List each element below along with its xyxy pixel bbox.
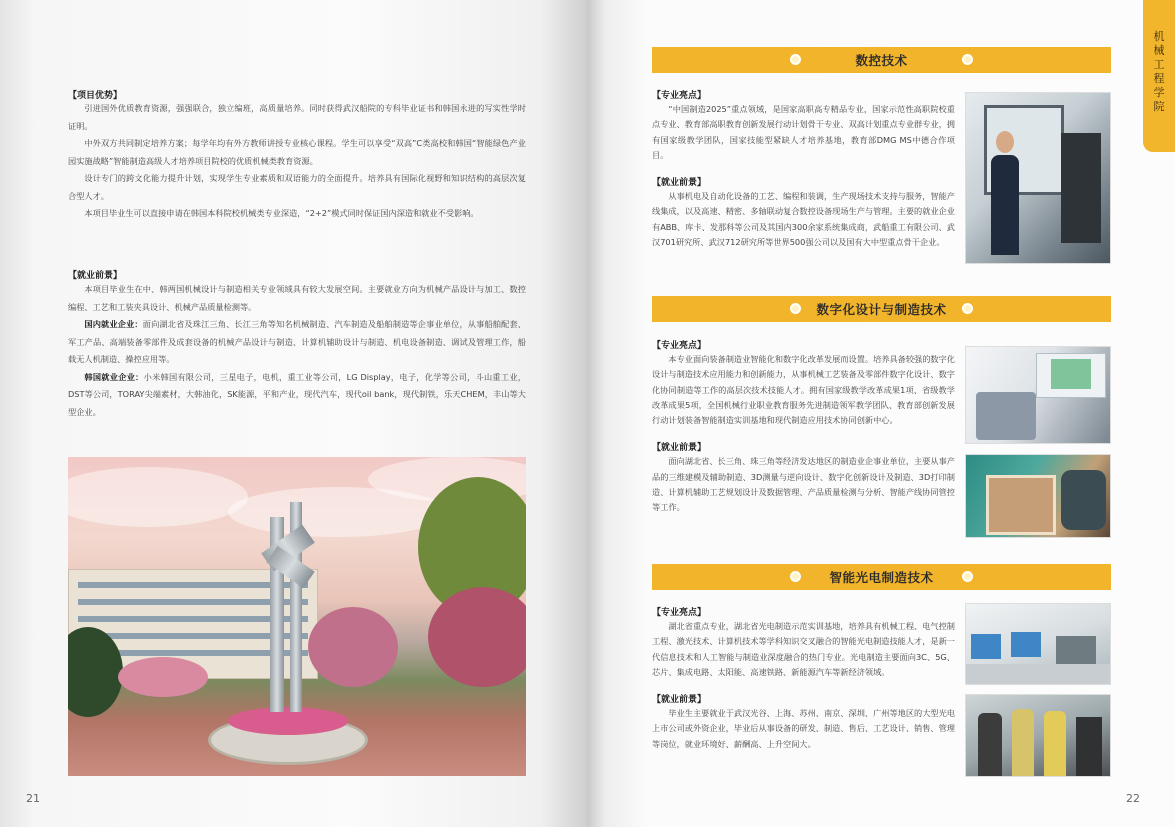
digital-highlight-paragraph: 本专业面向装备制造业智能化和数字化改革发展而设置。培养具备较强的数字化设计与制造技术应用能力和创新能力，从事机械工艺装备及零部件数字化设计、数字化协同制造等工作的高层次技术技能人才。拥有国家级教学改革成果1项、省级教学改革成果5项，全国机械行业职业教育服务先进制造领军教学团队、教育部创新发展行动计划装备智能制造实训基地和现代制造应用技术协同创新中心。: [652, 354, 955, 426]
domestic-employment: [68, 316, 526, 369]
tab-char-5: 学: [1153, 86, 1165, 99]
cnc-highlight-text: [652, 102, 955, 163]
page-number-right: 22: [1126, 792, 1140, 805]
digital-highlight-heading: 【专业亮点】: [652, 341, 707, 351]
section-digital-text: [652, 338, 955, 516]
opto-employment-paragraph: 毕业生主要就业于武汉光谷、上海、苏州、南京、深圳、广州等地区的大型光电上市公司或外资企业，毕业后从事设备的研发、制造、售后、工艺设计、销售、管理等岗位，就业环境好、薪酬高、上升空间大。: [652, 708, 955, 749]
section-banner-optoelectronic: [652, 564, 1111, 590]
domestic-label: 国内就业企业：: [84, 319, 143, 329]
campus-photo: [68, 457, 526, 776]
optoelectronic-lab-photo: [965, 603, 1111, 685]
3d-printing-photo: [965, 454, 1111, 538]
domestic-text: 面向湖北省及珠江三角、长江三角等知名机械制造、汽车制造及船舶制造等企事业单位，从事船舶配套、军工产品、高端装备零部件及成套设备的机械产品设计与制造、计算机辅助设计与制造、机电设备制造、调试及管理工作，船载无人机制造、操控应用等。: [68, 319, 526, 364]
students-workshop-photo: [965, 694, 1111, 777]
right-page: [587, 0, 1175, 827]
section-cnc-text: [652, 88, 955, 250]
diamond-icon: [962, 303, 973, 314]
project-advantage-text: [68, 100, 526, 223]
advantage-paragraph-1: 引进国外优质教育资源，强强联合，独立编班，高质量培养。同时获得武汉船院的专科毕业证书和韩国永进的写实性学时证明。: [68, 103, 526, 131]
opto-employment-text: [652, 706, 955, 752]
digital-design-photo: [965, 346, 1111, 444]
section-title-cnc: 数控技术: [855, 53, 908, 68]
cnc-employment-paragraph: 从事机电及自动化设备的工艺、编程和装调，生产现场技术支持与服务，智能产线集成，以及高速、精密、多轴联动复合数控设备现场生产与管理。主要的就业企业有ABB、库卡、发那科等公司及其国内300余家系统集成商，武船重工有限公司、武汉701研究所、武汉712研究所等世界500强公司以及国有大中型重点骨干企业。: [652, 191, 955, 248]
employment-text: [68, 281, 526, 421]
digital-highlight-text: [652, 352, 955, 428]
section-title-digital: 数字化设计与制造技术: [816, 302, 947, 317]
diamond-icon: [962, 54, 973, 65]
digital-employment-text: [652, 454, 955, 515]
cnc-machine-photo: [965, 92, 1111, 264]
college-tab: [1143, 0, 1175, 152]
left-page: [0, 0, 587, 827]
cnc-employment-heading: 【就业前景】: [652, 178, 707, 189]
korea-employment: [68, 369, 526, 422]
section-banner-cnc: [652, 47, 1111, 73]
advantage-paragraph-2: 中外双方共同制定培养方案；每学年均有外方教师讲授专业核心课程。学生可以享受“双高”C类高校和韩国“智能绿色产业园实施战略”智能制造高级人才培养项目院校的优质机械类教育资源。: [68, 138, 526, 166]
cnc-highlight-paragraph: “中国制造2025”重点领域，是国家高职高专精品专业，国家示范性高职院校重点专业、教育部高职教育创新发展行动计划骨干专业、双高计划重点专业群专业，拥有国家级教学团队，国家技能型紧缺人才培养基地，教育部DMG MS中德合作项目。: [652, 104, 955, 160]
opto-highlight-text: [652, 619, 955, 680]
page-number-left: 21: [26, 792, 40, 805]
college-tab-label: [1143, 30, 1175, 114]
cnc-employment-text: [652, 189, 955, 250]
korea-label: 韩国就业企业：: [84, 371, 144, 382]
diamond-icon: [962, 571, 973, 582]
digital-employment-heading: 【就业前景】: [652, 443, 707, 454]
tab-char-1: 机: [1153, 30, 1165, 43]
tab-char-2: 械: [1153, 44, 1165, 57]
cnc-highlight-heading: 【专业亮点】: [652, 91, 707, 101]
tab-char-4: 程: [1153, 72, 1165, 85]
advantage-paragraph-3: 设计专门的跨文化能力提升计划，实现学生专业素质和双语能力的全面提升。培养具有国际化视野和知识结构的高层次复合型人才。: [68, 173, 526, 201]
project-advantage-heading: 【项目优势】: [68, 91, 123, 101]
employment-intro: 本项目毕业生在中、韩两国机械设计与制造相关专业领域具有较大发展空间。主要就业方向为机械产品设计与加工、数控编程、工艺和工装夹具设计、机械产品质量检测等。: [68, 284, 526, 312]
section-title-optoelectronic: 智能光电制造技术: [829, 570, 934, 585]
employment-heading: 【就业前景】: [68, 271, 123, 281]
opto-employment-heading: 【就业前景】: [652, 695, 707, 706]
tab-char-3: 工: [1153, 58, 1165, 71]
korea-text: 小米韩国有限公司，三星电子，电机，重工业等公司，LG Display，电子，化学等公司，斗山重工业，DST等公司，TORAY尖端素材，大韩油化，SK能源，平和产业，现代汽车，现代oil bank，现代制铁，乐天CHEM，丰山等大型企业。: [68, 371, 526, 417]
section-banner-digital: [652, 296, 1111, 322]
opto-highlight-paragraph: 湖北省重点专业，湖北省光电制造示范实训基地，培养具有机械工程、电气控制工程、激光技术、计算机技术等学科知识交叉融合的智能光电制造技能人才，是新一代信息技术和人工智能与制造业深度融合的热门专业。光电制造主要面向3C、5G、芯片、集成电路、太阳能、高速铁路、新能源汽车等新经济领域。: [652, 621, 955, 677]
opto-highlight-heading: 【专业亮点】: [652, 608, 707, 618]
digital-employment-paragraph: 面向湖北省、长三角、珠三角等经济发达地区的制造业企事业单位，主要从事产品的三维建模及辅助制造、3D测量与逆向设计、数字化创新设计及制造、3D打印制造、计算机辅助工艺规划设计及数据管理、产品质量检测与分析、智能产线协同管控等工作。: [652, 456, 955, 513]
advantage-paragraph-4: 本项目毕业生可以直接申请在韩国本科院校机械类专业深造，“2+2”模式同时保证国内深造和就业不受影响。: [84, 208, 479, 218]
section-optoelectronic-text: [652, 605, 955, 752]
tab-char-6: 院: [1153, 100, 1165, 113]
